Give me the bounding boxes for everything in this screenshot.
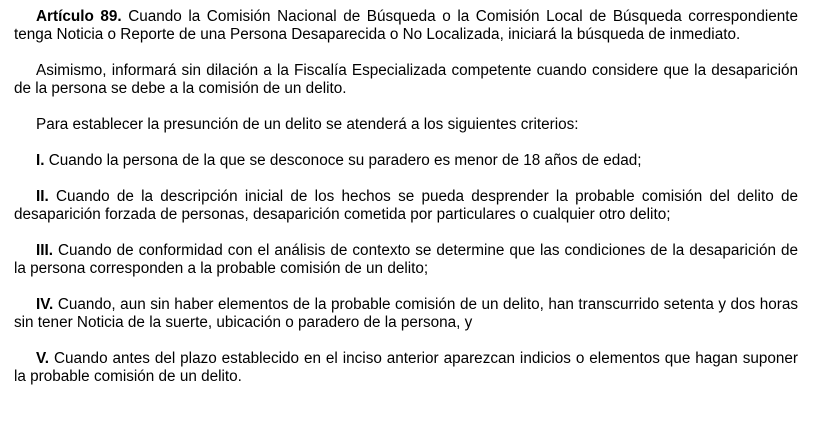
criterion-text: Cuando de conformidad con el análisis de contexto se determine que las condiciones de la desaparición de la persona corresponden a la probable comisión de un delito;	[14, 242, 798, 277]
article-label: Artículo 89.	[36, 8, 122, 25]
criterion-numeral: V.	[36, 350, 50, 367]
notification-paragraph: Asimismo, informará sin dilación a la Fiscalía Especializada competente cuando considere que la desaparición de la persona se debe a la comisión de un delito.	[14, 62, 798, 97]
criterion-numeral: II.	[36, 188, 49, 205]
criterion-v	[14, 350, 798, 386]
criterion-text: Cuando la persona de la que se desconoce su paradero es menor de 18 años de edad;	[44, 152, 642, 169]
article-text: Cuando la Comisión Nacional de Búsqueda o la Comisión Local de Búsqueda correspondiente tenga Noticia o Reporte de una Persona Desaparecida o No Localizada, iniciará la búsqueda de inmediato.	[14, 8, 798, 43]
criterion-text: Cuando antes del plazo establecido en el inciso anterior aparezcan indicios o elementos que hagan suponer la probable comisión de un delito.	[14, 350, 798, 385]
criterion-text: Cuando, aun sin haber elementos de la probable comisión de un delito, han transcurrido setenta y dos horas sin tener Noticia de la suerte, ubicación o paradero de la persona, y	[14, 296, 798, 331]
criterion-i	[14, 152, 798, 170]
criteria-intro-paragraph: Para establecer la presunción de un delito se atenderá a los siguientes criterios:	[36, 116, 579, 133]
criterion-text: Cuando de la descripción inicial de los hechos se pueda desprender la probable comisión del delito de desaparición forzada de personas, desaparición cometida por particulares o cualquier otro delito;	[14, 188, 798, 223]
criterion-numeral: III.	[36, 242, 53, 259]
criterion-numeral: IV.	[36, 296, 54, 313]
criterion-numeral: I.	[36, 152, 45, 169]
criterion-ii	[14, 188, 798, 224]
criterion-iii	[14, 242, 798, 278]
article-paragraph	[14, 8, 798, 44]
document-page	[14, 8, 798, 386]
criterion-iv	[14, 296, 798, 332]
